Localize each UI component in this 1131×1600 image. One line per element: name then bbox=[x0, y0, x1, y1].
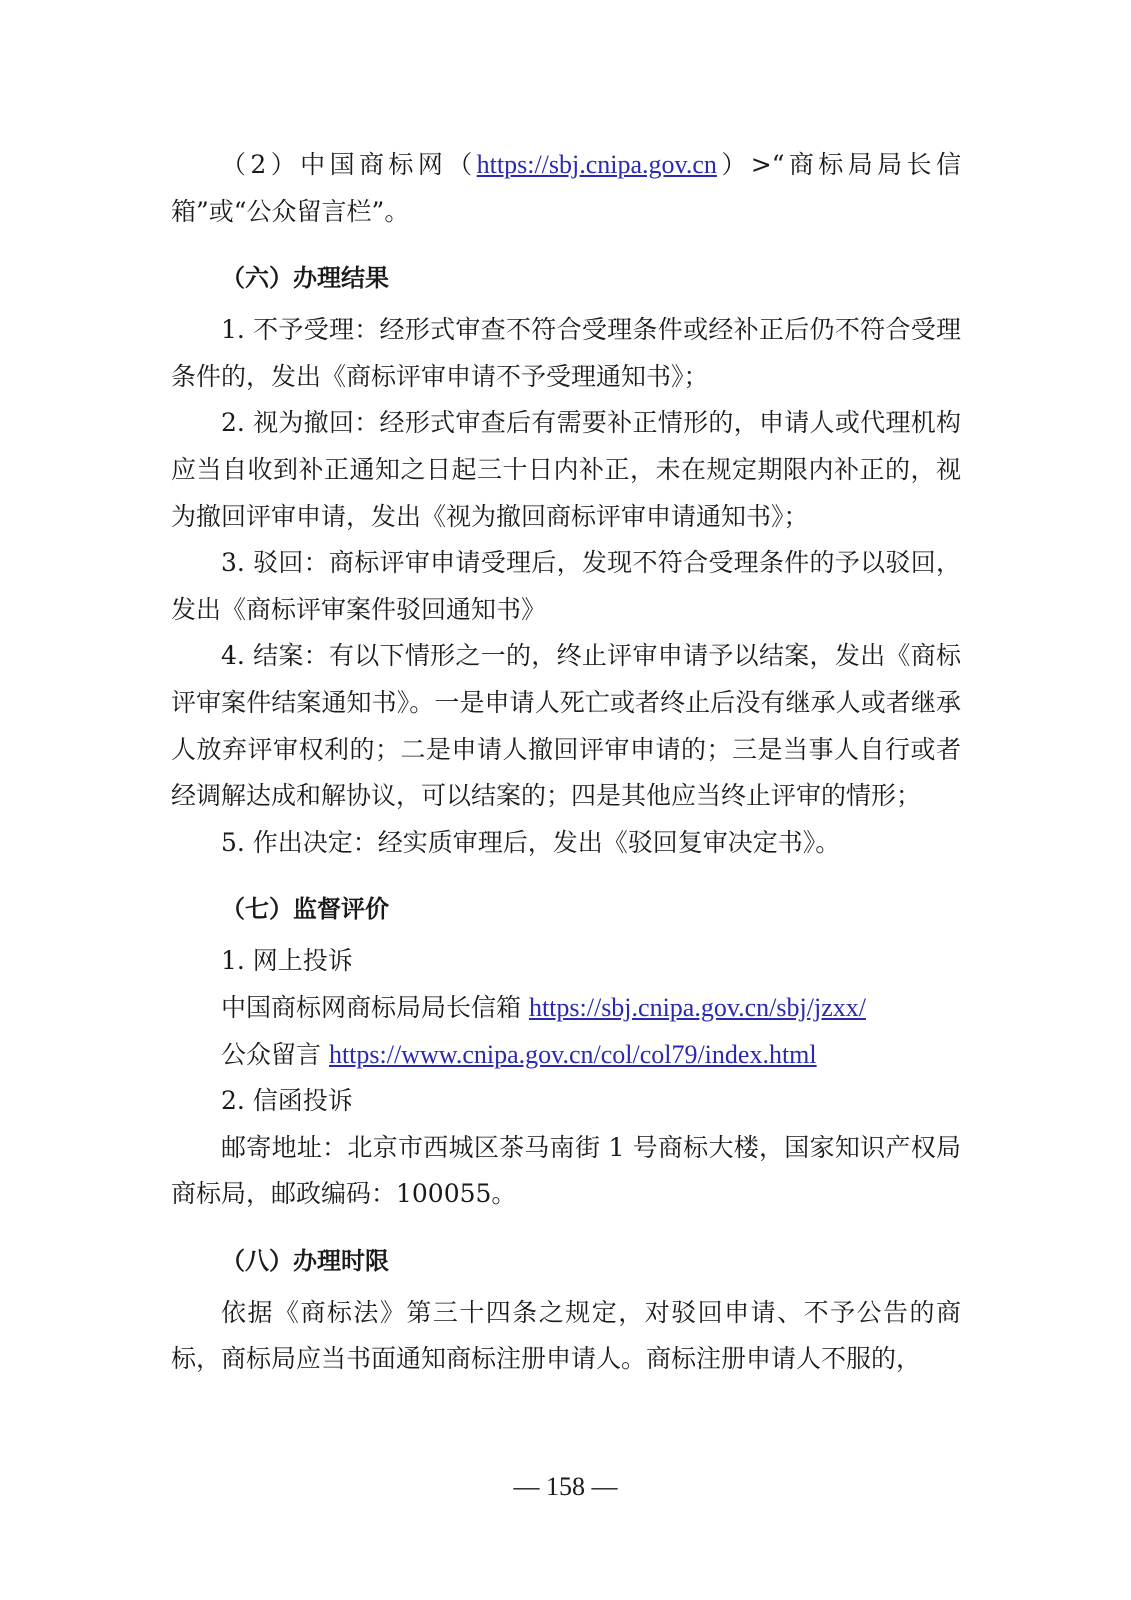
result-item-dismissed: 3. 驳回：商标评审申请受理后，发现不符合受理条件的予以驳回，发出《商标评审案件驳回通知书》 bbox=[171, 548, 961, 624]
director-mailbox-link[interactable]: https://sbj.cnipa.gov.cn/sbj/jzxx/ bbox=[528, 992, 866, 1022]
public-message-label: 公众留言 bbox=[221, 1039, 329, 1069]
result-item-decision: 5. 作出决定：经实质审理后，发出《驳回复审决定书》。 bbox=[221, 827, 841, 857]
public-message-line bbox=[171, 1032, 961, 1079]
section-heading-supervision: （七）监督评价 bbox=[221, 895, 389, 924]
document-body bbox=[171, 142, 961, 1383]
section-heading-time-limit: （八）办理时限 bbox=[221, 1246, 389, 1275]
page-number: — 158 — bbox=[513, 1472, 618, 1501]
result-item-case-closed: 4. 结案：有以下情形之一的，终止评审申请予以结案，发出《商标评审案件结案通知书》。一是申请人死亡或者终止后没有继承人或者继承人放弃评审权利的；二是申请人撤回评审申请的；三是当事人自行或者经调解达成和解协议，可以结案的；四是其他应当终止评审的情形； bbox=[171, 641, 961, 811]
director-mailbox-line bbox=[171, 985, 961, 1032]
channel-2-suffix: ）>“商标局局长信箱”或“公众留言栏”。 bbox=[171, 150, 961, 226]
cnipa-site-link[interactable]: https://sbj.cnipa.gov.cn bbox=[476, 150, 717, 179]
section-heading-results: （六）办理结果 bbox=[221, 264, 389, 293]
time-limit-paragraph: 依据《商标法》第三十四条之规定，对驳回申请、不予公告的商标，商标局应当书面通知商标注册申请人。商标注册申请人不服的， bbox=[171, 1297, 961, 1374]
mailing-address: 邮寄地址：北京市西城区茶马南街 1 号商标大楼，国家知识产权局商标局，邮政编码：100055。 bbox=[171, 1132, 961, 1209]
public-message-link[interactable]: https://www.cnipa.gov.cn/col/col79/index.html bbox=[328, 1039, 817, 1069]
director-mailbox-label: 中国商标网商标局局长信箱 bbox=[221, 992, 529, 1022]
online-complaint-title: 1. 网上投诉 bbox=[221, 946, 353, 976]
letter-complaint-title: 2. 信函投诉 bbox=[221, 1086, 353, 1116]
result-item-deemed-withdrawn: 2. 视为撤回：经形式审查后有需要补正情形的，申请人或代理机构应当自收到补正通知之日起三十日内补正，未在规定期限内补正的，视为撤回评审申请，发出《视为撤回商标评审申请通知书》； bbox=[171, 408, 961, 531]
paragraph-channel-2 bbox=[171, 142, 961, 235]
result-item-reject-acceptance: 1. 不予受理：经形式审查不符合受理条件或经补正后仍不符合受理条件的，发出《商标评审申请不予受理通知书》； bbox=[171, 315, 961, 391]
channel-2-prefix: （2）中国商标网（ bbox=[221, 150, 477, 179]
